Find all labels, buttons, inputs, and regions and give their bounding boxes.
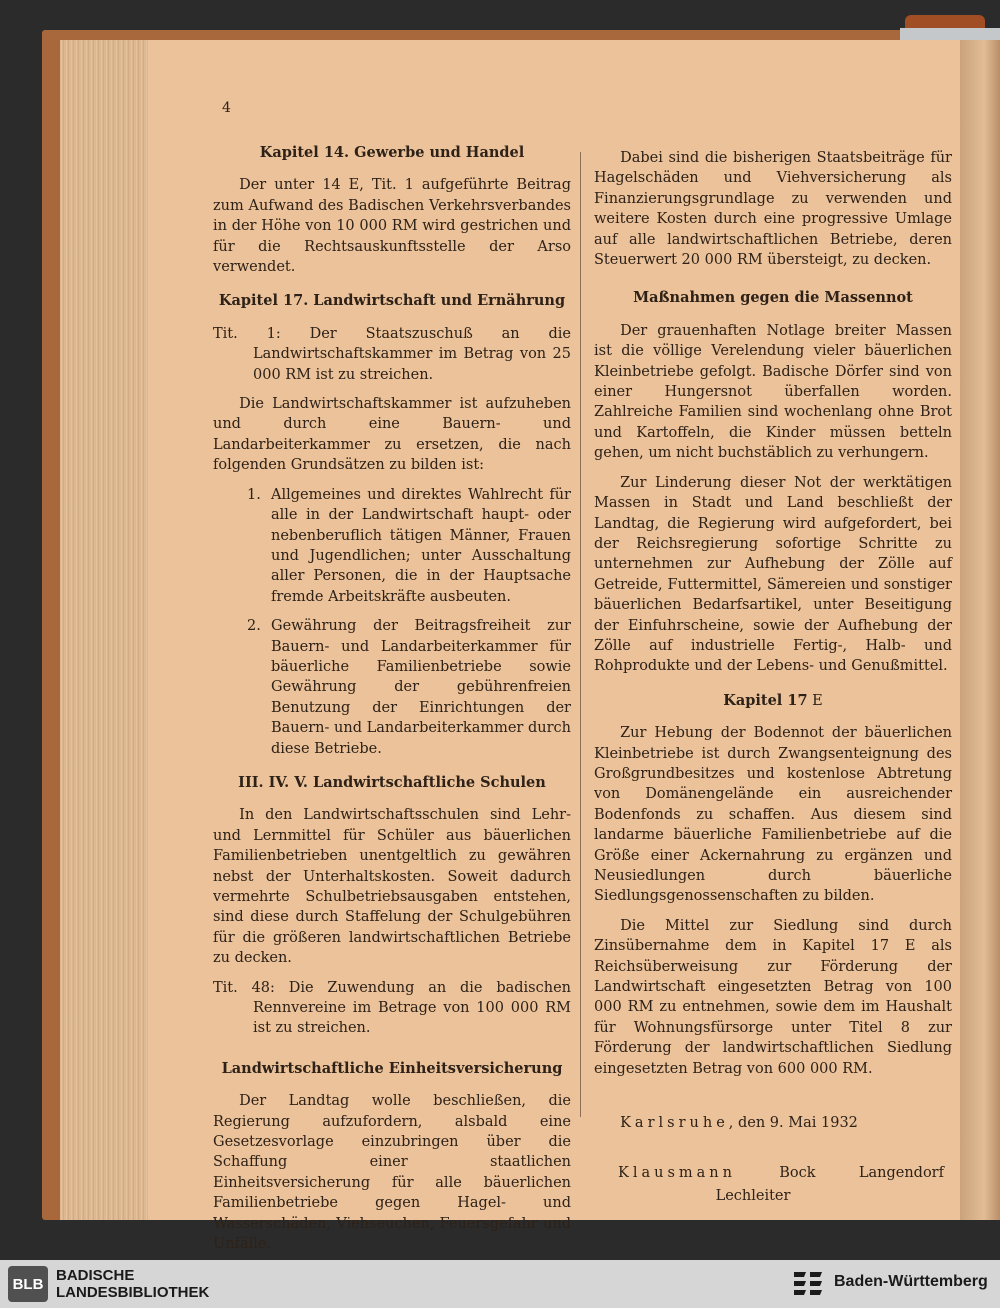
paragraph: Der unter 14 E, Tit. 1 aufgeführte Beitrag zum Aufwand des Badischen Verkehrsverbandes in der Höhe von 10 000 RM wird gestrichen und für die Rechtsauskunftsstelle der Arso verwendet. [213, 177, 571, 276]
paragraph: Dabei sind die bisherigen Staatsbeiträge für Hagelschäden und Viehversicherung als Finanzierungsgrundlage zu verwenden und weitere Kosten durch eine progressive Umlage auf alle landwirtschaftlichen Betriebe, deren Steuerwert 20 000 RM übersteigt, zu decken. [594, 150, 952, 269]
paragraph: Der Landtag wolle beschließen, die Regierung aufzufordern, alsbald eine Gesetzesvorlage einzubringen über die Schaffung einer staatlichen Einheitsversicherung für alle bäuerlichen Familienbetriebe gegen Hagel- und Wasserschäden, Viehseuchen, Feuersgefahr und Unfälle. [213, 1093, 571, 1253]
place-date: Karlsruhe, den 9. Mai 1932 [620, 1115, 858, 1132]
signatory: Langendorf [858, 1165, 944, 1182]
heading-kapitel-17: Kapitel 17. Landwirtschaft und Ernährung [218, 292, 566, 310]
signatures [594, 1163, 952, 1183]
heading-einheitsversicherung: Landwirtschaftliche Einheitsversicherung [221, 1059, 563, 1077]
right-column [594, 148, 952, 1206]
signatory: Klausmann [618, 1165, 736, 1182]
paragraph: Zur Hebung der Bodennot der bäuerlichen Kleinbetriebe ist durch Zwangsenteignung des Großgrundbesitzes und kostenlose Abtretung von Domänengelände ein ausreichender Bodenfonds zu schaffen. Aus diesem sind landarme bäuerliche Familienbetriebe auf die Größe einer Ackernahrung zu ergänzen und Neusiedlungen durch bäuerliche Siedlungsgenossenschaften zu bilden. [594, 725, 952, 905]
paragraph: Der grauenhaften Notlage breiter Massen ist die völlige Verelendung vieler bäuerlichen Kleinbetriebe gefolgt. Badische Dörfer sind von einer Hungersnot überfallen worden. Zahlreiche Familien sind wochenlang ohne Brot und Kartoffeln, die Kinder müssen betteln gehen, um nicht buchstäblich zu verhungern. [594, 322, 952, 462]
bw-lions-icon [790, 1266, 826, 1302]
heading-kapitel-17e: Kapitel 17 E [723, 691, 823, 709]
heading-kapitel-14: Kapitel 14. Gewerbe und Handel [259, 144, 525, 161]
paragraph: Die Mittel zur Siedlung sind durch Zinsübernahme dem in Kapitel 17 E als Reichsüberweisung zur Förderung der Landwirtschaft eingesetzten Betrag von 100 000 RM zu entnehmen, sowie dem im Haushalt für Wohnungsfürsorge unter Titel 8 zur Förderung der landwirtschaftlichen Siedlung eingesetzten Betrag von 600 000 RM. [594, 917, 952, 1077]
list-item: 1. Allgemeines und direktes Wahlrecht für alle in der Landwirtschaft haupt- oder nebenberuflich tätigen Männer, Frauen und Jugendlichen; unter Ausschaltung aller Personen, die in der Hauptsache fremde Arbeitskräfte ausbeuten. [247, 486, 571, 605]
heading-massennot: Maßnahmen gegen die Massennot [633, 289, 913, 307]
signatory: Lechleiter [715, 1187, 791, 1204]
left-column [213, 143, 571, 1264]
page-number: 4 [222, 100, 231, 116]
paragraph: Die Landwirtschaftskammer ist aufzuheben und durch eine Bauern- und Landarbeiterkammer zu ersetzen, die nach folgenden Grundsätzen zu bilden ist: [213, 396, 571, 474]
principles-list [213, 485, 571, 759]
next-page-edge [960, 40, 1000, 1220]
blb-name[interactable]: BADISCHE LANDESBIBLIOTHEK [56, 1267, 210, 1301]
page-edges [60, 40, 148, 1220]
titel-48: Tit. 48: Die Zuwendung an die badischen Rennvereine im Betrage von 100 000 RM ist zu streichen. [213, 979, 571, 1037]
paragraph: Zur Linderung dieser Not der werktätigen Massen in Stadt und Land beschließt der Landtag, die Regierung wird aufgefordert, bei der Reichsregierung sofortige Schritte zu unternehmen zur Aufhebung der Zölle auf Getreide, Futtermittel, Sämereien und sonstiger bäuerlichen Bedarfsartikel, unter Beseitigung der Einfuhrscheine, sowie der Aufhebung der Zölle auf industrielle Fertig-, Halb- und Rohprodukte und der Lebens- und Genußmittel. [594, 474, 952, 675]
titel-1: Tit. 1: Der Staatszuschuß an die Landwirtschaftskammer im Betrag von 25 000 RM ist zu streichen. [213, 325, 571, 383]
footer-bar [0, 1260, 1000, 1308]
list-item: 2. Gewährung der Beitragsfreiheit zur Bauern- und Landarbeiterkammer für bäuerliche Familienbetriebe sowie Gewährung der gebührenfreien Benutzung der Einrichtungen der Bauern- und Landarbeiterkammer durch diese Betriebe. [247, 618, 571, 757]
blb-logo[interactable]: BLB [8, 1266, 48, 1302]
bw-label[interactable]: Baden-Württemberg [834, 1273, 988, 1290]
heading-schulen: III. IV. V. Landwirtschaftliche Schulen [238, 773, 546, 791]
paragraph: In den Landwirtschaftsschulen sind Lehr- und Lernmittel für Schüler aus bäuerlichen Familienbetrieben unentgeltlich zu gewähren nebst der Unterhaltskosten. Soweit dadurch vermehrte Schulbetriebsausgaben entstehen, sind diese durch Staffelung der Schulgebühren für die größeren landwirtschaftlichen Betriebe zu decken. [213, 807, 571, 967]
signatory: Bock [779, 1165, 816, 1182]
column-divider [580, 152, 581, 1117]
